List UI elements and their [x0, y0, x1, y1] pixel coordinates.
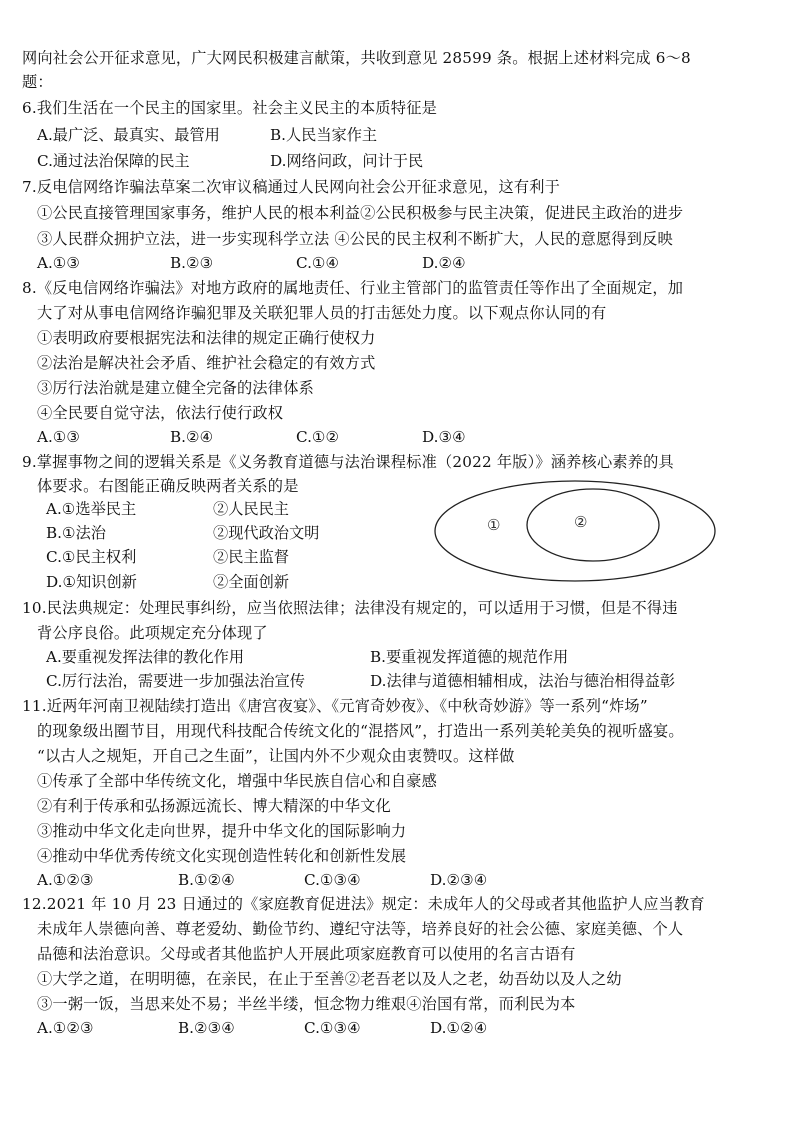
q11-option-a: A.①②③: [37, 871, 94, 889]
venn-inner-ellipse: [527, 489, 659, 561]
q8-statement-2: ②法治是解决社会矛盾、维护社会稳定的有效方式: [37, 354, 376, 372]
venn-diagram: [432, 478, 722, 586]
q11-stem-2: 的现象级出圈节目，用现代科技配合传统文化的“混搭风”，打造出一系列美轮美奂的视听盛宴。: [37, 722, 684, 740]
q9-stem-2: 体要求。右图能正确反映两者关系的是: [37, 477, 299, 495]
venn-outer-ellipse: [435, 481, 715, 581]
q10-option-d: D.法律与道德相辅相成，法治与德治相得益彰: [370, 672, 676, 690]
q9-option-a-1: A.①选举民主: [46, 500, 137, 518]
q9-option-c-2: ②民主监督: [213, 548, 289, 566]
q9-stem-1: 9.掌握事物之间的逻辑关系是《义务教育道德与法治课程标准（2022 年版）》涵养核心素养的具: [22, 453, 674, 471]
q11-statement-1: ①传承了全部中华传统文化，增强中华民族自信心和自豪感: [37, 772, 438, 790]
q11-statement-3: ③推动中华文化走向世界，提升中华文化的国际影响力: [37, 822, 407, 840]
q12-option-c: C.①③④: [304, 1019, 361, 1037]
q10-stem-1: 10.民法典规定：处理民事纠纷，应当依照法律；法律没有规定的，可以适用于习惯，但是不得违: [22, 599, 678, 617]
q6-stem: 6.我们生活在一个民主的国家里。社会主义民主的本质特征是: [22, 99, 437, 117]
q9-option-d-1: D.①知识创新: [46, 573, 137, 591]
q12-stem-2: 未成年人崇德向善、尊老爱幼、勤俭节约、遵纪守法等，培养良好的社会公德、家庭美德、个人: [37, 920, 684, 938]
intro-line-2: 题：: [22, 73, 53, 91]
q7-option-b: B.②③: [170, 254, 214, 272]
q8-statement-1: ①表明政府要根据宪法和法律的规定正确行使权力: [37, 329, 376, 347]
venn-inner-label: ②: [574, 513, 588, 531]
q9-option-c-1: C.①民主权利: [46, 548, 137, 566]
venn-outer-label: ①: [487, 516, 501, 534]
q11-stem-3: “以古人之规矩，开自己之生面”，让国内外不少观众由衷赞叹。这样做: [37, 747, 515, 765]
q11-option-d: D.②③④: [430, 871, 488, 889]
q9-option-b-2: ②现代政治文明: [213, 524, 320, 542]
q8-option-a: A.①③: [37, 428, 81, 446]
q7-option-d: D.②④: [422, 254, 466, 272]
q11-statement-4: ④推动中华优秀传统文化实现创造性转化和创新性发展: [37, 847, 407, 865]
q6-option-c: C.通过法治保障的民主: [37, 152, 190, 170]
q8-stem-1: 8.《反电信网络诈骗法》对地方政府的属地责任、行业主管部门的监管责任等作出了全面规定，加: [22, 279, 684, 297]
q7-option-c: C.①④: [296, 254, 340, 272]
q12-option-a: A.①②③: [37, 1019, 94, 1037]
q12-statement-2: ③一粥一饭，当思来处不易；半丝半缕，恒念物力维艰④治国有常，而利民为本: [37, 995, 576, 1013]
q12-statement-1: ①大学之道，在明明德，在亲民，在止于至善②老吾老以及人之老，幼吾幼以及人之幼: [37, 970, 622, 988]
q6-option-b: B.人民当家作主: [270, 126, 378, 144]
q12-option-b: B.②③④: [178, 1019, 235, 1037]
q8-stem-2: 大了对从事电信网络诈骗犯罪及关联犯罪人员的打击惩处力度。以下观点你认同的有: [37, 304, 607, 322]
q8-option-d: D.③④: [422, 428, 466, 446]
q8-option-b: B.②④: [170, 428, 214, 446]
q11-statement-2: ②有利于传承和弘扬源远流长、博大精深的中华文化: [37, 797, 391, 815]
q10-option-b: B.要重视发挥道德的规范作用: [370, 648, 569, 666]
q7-statement-1: ①公民直接管理国家事务，维护人民的根本利益②公民积极参与民主决策，促进民主政治的进步: [37, 204, 684, 222]
q6-option-d: D.网络问政，问计于民: [270, 152, 424, 170]
q11-option-c: C.①③④: [304, 871, 361, 889]
q11-stem-1: 11.近两年河南卫视陆续打造出《唐宫夜宴》、《元宵奇妙夜》、《中秋奇妙游》等一系列“炸场”: [22, 697, 648, 715]
q10-option-c: C.厉行法治，需要进一步加强法治宣传: [46, 672, 305, 690]
q9-option-b-1: B.①法治: [46, 524, 106, 542]
q8-statement-3: ③厉行法治就是建立健全完备的法律体系: [37, 379, 314, 397]
q7-option-a: A.①③: [37, 254, 81, 272]
q8-option-c: C.①②: [296, 428, 340, 446]
q8-statement-4: ④全民要自觉守法，依法行使行政权: [37, 404, 284, 422]
q9-option-a-2: ②人民民主: [213, 500, 289, 518]
q10-option-a: A.要重视发挥法律的教化作用: [46, 648, 245, 666]
q12-stem-1: 12.2021 年 10 月 23 日通过的《家庭教育促进法》规定：未成年人的父母或者其他监护人应当教育: [22, 895, 705, 913]
q11-option-b: B.①②④: [178, 871, 235, 889]
q7-stem: 7.反电信网络诈骗法草案二次审议稿通过人民网向社会公开征求意见，这有利于: [22, 178, 561, 196]
q12-option-d: D.①②④: [430, 1019, 488, 1037]
q7-statement-2: ③人民群众拥护立法，进一步实现科学立法 ④公民的民主权利不断扩大，人民的意愿得到反映: [37, 230, 673, 248]
q10-stem-2: 背公序良俗。此项规定充分体现了: [37, 624, 268, 642]
q12-stem-3: 品德和法治意识。父母或者其他监护人开展此项家庭教育可以使用的名言古语有: [37, 945, 576, 963]
intro-line-1: 网向社会公开征求意见，广大网民积极建言献策，共收到意见 28599 条。根据上述材料完成 6～8: [22, 49, 691, 67]
q9-option-d-2: ②全面创新: [213, 573, 289, 591]
q6-option-a: A.最广泛、最真实、最管用: [37, 126, 220, 144]
